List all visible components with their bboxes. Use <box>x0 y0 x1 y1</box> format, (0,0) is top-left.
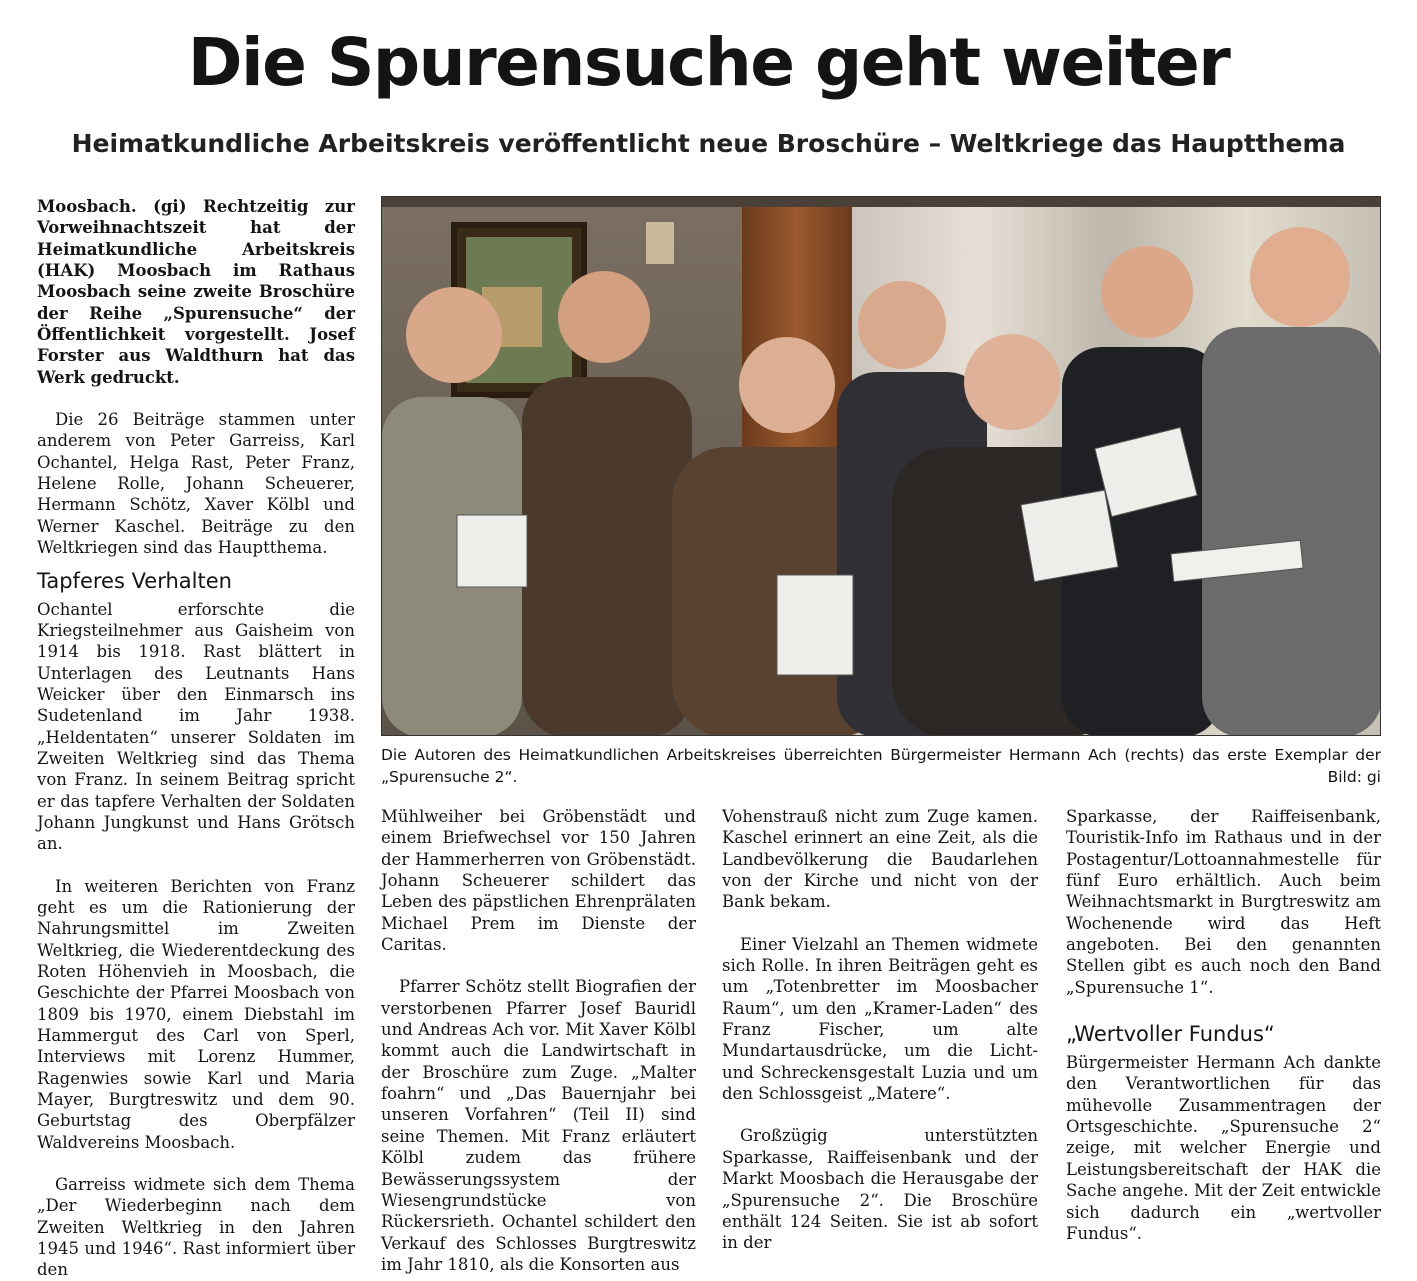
body-paragraph: Einer Vielzahl an Themen widmete sich Rolle. In ihren Beiträgen geht es um „Totenbretter im Moosbacher Raum“, um den „Kramer-Laden“ des Franz Fischer, um alte Mundartausdrücke, um die Licht- und Schreckensgestalt Luzia und um den Schlossgeist „Matere“. <box>722 934 1038 1104</box>
article-column-1 <box>37 196 355 1281</box>
article-column-3 <box>722 806 1038 1254</box>
body-paragraph: Ochantel erforschte die Kriegsteilnehmer aus Gaisheim von 1914 bis 1918. Rast blättert in Unterlagen des Leutnants Hans Weicker über den Einmarsch ins Sudetenland im Jahr 1938. „Heldentaten“ unserer Soldaten im Zweiten Weltkrieg sind das Thema von Franz. In seinem Beitrag spricht er das tapfere Verhalten der Soldaten Johann Jungkunst und Hans Grötsch an. <box>37 599 355 854</box>
article-column-2 <box>381 806 696 1275</box>
body-paragraph: Garreiss widmete sich dem Thema „Der Wiederbeginn nach dem Zweiten Weltkrieg in den Jahren 1945 und 1946“. Rast informiert über den <box>37 1175 355 1280</box>
body-paragraph: In weiteren Berichten von Franz geht es um die Rationierung der Nahrungsmittel im Zweiten Weltkrieg, die Wiederentdeckung des Roten Höhenvieh in Moosbach, die Geschichte der Pfarrei Moosbach von 1809 bis 1970, einem Diebstahl im Hammergut des Carl von Sperl, Interviews mit Lorenz Hummer, Ragenwies sowie Karl und Maria Mayer, Burgtreswitz und dem 90. Geburtstag des Oberpfälzer Waldvereins Moosbach. <box>37 876 355 1152</box>
body-paragraph: Mühlweiher bei Gröbenstädt und einem Briefwechsel vor 150 Jahren der Hammerherren von Gröbenstädt. Johann Scheuerer schildert das Leben des päpstlichen Ehrenprälaten Michael Prem im Dienste der Caritas. <box>381 807 696 955</box>
subheading-tapferes-verhalten: Tapferes Verhalten <box>37 568 232 593</box>
body-paragraph: Vohenstrauß nicht zum Zuge kamen. Kaschel erinnert an eine Zeit, als die Landbevölkerung die Baudarlehen von der Kirche und nicht von der Bank bekam. <box>722 807 1038 912</box>
group-photo <box>381 196 1381 736</box>
body-paragraph: Pfarrer Schötz stellt Biografien der verstorbenen Pfarrer Josef Bauridl und Andreas Ach vor. Mit Xaver Kölbl kommt auch die Landwirtschaft in der Broschüre zum Zuge. „Malter foahrn“ und „Das Bauernjahr bei unseren Vorfahren“ (Teil II) sind seine Themen. Mit Franz erläutert Kölbl zudem das frühere Bewässerungssystem der Wiesengrundstücke von Rückersrieth. Ochantel schildert den Verkauf des Schlosses Burgtreswitz im Jahr 1810, als die Konsorten aus <box>381 977 696 1274</box>
article-column-4 <box>1066 806 1381 1244</box>
subheadline: Heimatkundliche Arbeitskreis veröffentlicht neue Broschüre – Weltkriege das Hauptthema <box>71 129 1346 158</box>
body-paragraph: Die 26 Beiträge stammen unter anderem von Peter Garreiss, Karl Ochantel, Helga Rast, Peter Franz, Helene Rolle, Johann Scheuerer, Hermann Schötz, Xaver Kölbl und Werner Kaschel. Beiträge zu den Weltkriegen sind das Hauptthema. <box>37 410 355 558</box>
body-paragraph: Großzügig unterstützten Sparkasse, Raiffeisenbank und der Markt Moosbach die Herausgabe der „Spurensuche 2“. Die Broschüre enthält 124 Seiten. Sie ist ab sofort in der <box>722 1126 1038 1253</box>
headline: Die Spurensuche geht weiter <box>187 24 1230 101</box>
subheading-wertvoller-fundus: „Wertvoller Fundus“ <box>1066 1022 1275 1047</box>
lead-paragraph: Moosbach. (gi) Rechtzeitig zur Vorweihnachtszeit hat der Heimatkundliche Arbeitskreis (HAK) Moosbach im Rathaus Moosbach seine zweite Broschüre der Reihe „Spurensuche“ der Öffentlichkeit vorgestellt. Josef Forster aus Waldthurn hat das Werk gedruckt. <box>37 197 355 387</box>
body-paragraph: Sparkasse, der Raiffeisenbank, Touristik-Info im Rathaus und in der Postagentur/Lottoannahmestelle für fünf Euro erhältlich. Auch beim Weihnachtsmarkt in Burgtreswitz am Wochenende wird das Heft angeboten. Bei den genannten Stellen gibt es auch noch den Band „Spurensuche 1“. <box>1066 807 1381 997</box>
photo-caption: Die Autoren des Heimatkundlichen Arbeitskreises überreichten Bürgermeister Hermann Ach (rechts) das erste Exemplar der „Spurensuche 2“. <box>381 746 1381 786</box>
photo-credit: Bild: gi <box>1327 768 1381 786</box>
body-paragraph: Bürgermeister Hermann Ach dankte den Verantwortlichen für das mühevolle Zusammentragen der Ortsgeschichte. „Spurensuche 2“ zeige, mit welcher Energie und Leistungsbereitschaft der HAK die Sache angehe. Mit der Zeit entwickle sich dadurch ein „wertvoller Fundus“. <box>1066 1053 1381 1243</box>
